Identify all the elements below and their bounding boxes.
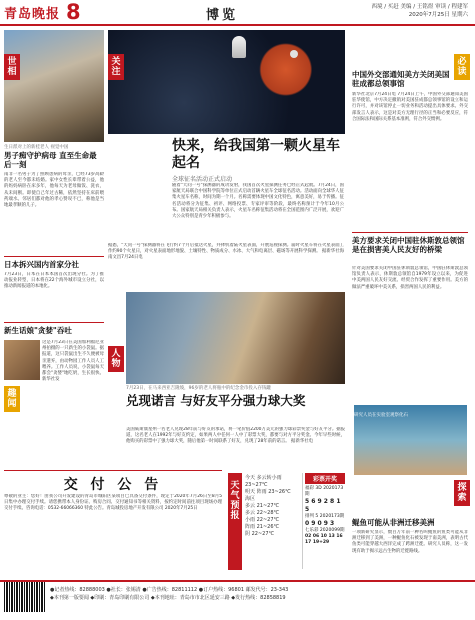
lottery-numbers: 5 6 9 2 8 1 5	[305, 498, 341, 513]
classifieds-body: 尊敬的业主：您好！由我公司开发建设的青岛市城阳区某项目已具备交付条件，现定于2020年7月26日至8月5日集中办理交付手续。请您携带本人身份证、购房合同、交付通知书等相关资料，按约定时间前往项目现场办理交付手续。咨询电话：0532-66066360 特此公告。青岛城投房地产开发有限公司 2020年7月25日	[4, 494, 222, 512]
weather-tomorrow: 阵雨 23~26℃	[256, 489, 291, 495]
tag-bidu: 必读	[454, 54, 470, 80]
page-number: 8	[66, 0, 81, 24]
article-headline-japan: 日本拆兴国内首家分社	[4, 260, 79, 269]
footer-info	[50, 586, 470, 602]
main-headline: 快来，给我国第一颗火星车起名	[172, 138, 340, 171]
weather-row: 阴 22~27℃	[245, 531, 275, 537]
right-body-3: 一项新研究显示，数百万年前一种名叫鲲鱼的鱼类可能从非洲迁移到了美洲，一种鲲鱼化石被发现于南美洲，表明古代鱼类可能穿越大西洋完成了跨洲迁徙。研究人员称，这一发现有助于揭示远古生物的迁徙路线。	[352, 530, 468, 554]
main-article-body: 随着"天问一号"探测器的成功发射，我国首次火星探测任务已经正式起航。7月24日，国家航天局联合中国科学院等单位正式启动首辆火星车全球征名活动。活动面向全球华人征集火星车名称，时间为期一个月。名称需要体现中国文化特色，寓意美好，易于传播。征名活动将分为征集、初评、网络投票、专家评审等阶段，最终名称预计于今年10月公布。国家航天局相关负责人表示，火星车名称征集活动将在全国范围内广泛开展，欢迎广大公众特别是青少年积极参与。	[172, 183, 344, 220]
weather-row: 多云 22~28℃	[245, 510, 280, 516]
lottery-numbers: 0 9 0 9 3	[305, 520, 335, 527]
right-headline-3: 鲲鱼可能从非洲迁移美洲	[352, 518, 435, 527]
newspaper-logo: 青岛晚报	[4, 7, 61, 22]
article-headline-son: 男子痴守护病母 直至生命最后一刻	[4, 151, 97, 169]
weather-tab: 天气预报	[228, 473, 242, 570]
lottery-headline: 兑现诺言 与好友平分强力球大奖	[126, 393, 306, 408]
right-body-2: 针对美国要求关闭中国驻休斯敦总领馆，中国驻休斯敦总领馆负责人表示，休斯敦总领馆自1979年设立以来，为促进中美两国人民友好交流、经贸合作发挥了重要作用。美方的做法严重破坏中美关系，损害两国人民的利益。	[352, 266, 468, 290]
section-title: 博览	[206, 8, 239, 23]
right-headline-1: 中国外交部通知美方关闭美国驻成都总领事馆	[352, 70, 450, 88]
photo-caption: 7月23日，在马来西亚吉隆坡，96岁的老人将瓶中的纪念金币投入存钱罐	[126, 386, 271, 391]
lottery-numbers: 02 06 10 13 16 17 19+29	[305, 534, 343, 545]
mars-rover-illustration	[108, 30, 345, 134]
rocket-graphic	[232, 36, 246, 58]
tag-tansuo: 探索	[454, 480, 470, 506]
header-credits	[328, 3, 468, 19]
weather-row: 小雨 22~27℃	[245, 517, 280, 523]
right-body-1: 新华社北京7月24日电 7月24日上午，中国外交部通知美国驻华使馆，中方决定撤销对美国驻成都总领事馆的设立和运行许可，并对该馆停止一切业务和活动提出具体要求。外交部发言人表示，这是对美方无理行径的正当和必要反应，符合国际法和国际关系基本准则，符合外交惯例。	[352, 92, 468, 122]
lottery-issue: 排列 5 2020173期	[305, 514, 345, 519]
elderly-man-photo	[4, 30, 104, 142]
divider	[4, 470, 222, 471]
lottery-box	[302, 473, 345, 569]
tag-guanzhu: 关注	[108, 54, 124, 80]
footer-line: ●记者热线：82888003 ●社长：张锡清 ●广告热线：82811112 ●订户热线：96801 邮发代号：23-343	[50, 587, 289, 593]
divider	[352, 232, 468, 233]
right-headline-2: 美方要求关闭中国驻休斯敦总领馆是在损害美人民友好的桥梁	[352, 236, 465, 254]
article-body-son: 南非一名男子为了照顾患病的母亲，已经73岁高龄的老人至今都未结婚。家中女性长辈带着公益，他的妈妈病卧在床多年，他每天为老母做饭、洗衣，从未间断。即使自己年过古稀，依然坚持在床前喂药端水。邻居们都对他的孝心赞叹不已，称他是当地最孝顺的儿子。	[4, 172, 104, 209]
weather-row: 阵雨 21~26℃	[245, 524, 280, 530]
lottery-issue: 七乐彩 2020099期	[305, 528, 345, 533]
weather-row: 多云 21~27℃	[245, 503, 280, 509]
header-date: 2020年7月25日 星期六	[408, 12, 468, 18]
weather-today-label: 今天	[245, 475, 256, 481]
divider	[4, 322, 104, 323]
moon-graphic	[290, 50, 298, 58]
weather-box	[245, 475, 301, 538]
article-headline-kangaroo: 新生话娘"贪婪"吞吐	[4, 326, 72, 335]
lottery-issue: 福彩 3D 2020173期	[305, 486, 344, 497]
photo-caption: 研究人员在实验室观察化石	[354, 413, 408, 418]
lottery-article-body: 美国威斯康星州一名老人兑现28年前与好友的承诺，将一笔价值2200万美元的强力球彩票奖金与好友平分。据报道，这名老人在1992年与好友约定，如果两人中任何一人中了彩票大奖，都要与对方平分奖金。今年早些时候，他购买的彩票中了强力球大奖，随后他第一时间联系了好友，兑现了28年前的诺言。 据新华社电	[126, 427, 345, 445]
photo-caption: 生日派对上的新桂老人 视觉中国	[4, 145, 69, 150]
main-article-body-2: 据悉，"天问一号"探测器将在飞行约7个月后抵达火星，并择机着陆火星表面，开展巡视探测。届时火星车将在火星表面工作约90个火星日，对火星表面地形地貌、土壤特性、物质成分、水冰、大气和电离层、磁场等开展科学探测。 据新华社海南文昌7月24日电	[108, 243, 344, 261]
barcode	[4, 582, 46, 612]
weather-sea-label: 海区	[245, 496, 256, 502]
lottery-tab: 彩票开奖	[305, 473, 345, 484]
tag-shijie: 世相	[4, 54, 20, 80]
footer-line: ◆本刊第一版要闻 ◆印刷：青岛印刷有限公司 ◆本刊地址：青岛市市北区延安三路 ◆发行热线：82858819	[50, 595, 286, 601]
main-subheadline: 全球征名活动正式启动	[172, 176, 233, 183]
lottery-winners-photo	[126, 292, 345, 384]
header-credits-line1: 西境 / 买赶 美编 / 王铭煜 审读 / 程建军	[371, 4, 468, 10]
classifieds-title: 交 付 公 告	[63, 477, 163, 493]
tag-quwen: 趣闻	[4, 386, 20, 412]
weather-tomorrow-label: 明天	[245, 489, 256, 495]
tag-renwu: 人物	[108, 346, 124, 372]
divider	[4, 256, 104, 257]
article-body-kangaroo: 这是7月23日在美国加利福尼亚州拍摄的一只新生的小袋鼠。据报道，这只袋鼠出生不久便被母亲遗弃，由动物园工作人员人工喂养。工作人员说，小袋鼠每天都会"贪婪"地吃奶，生长很快。 新华社发	[42, 340, 104, 383]
article-body-japan: 7月23日，日本在日本本国首次出现分社。为了推动报业转型，日本将在22个海外城市设立分社，以推动新闻报道的本地化。	[4, 272, 104, 290]
weather-today: 多云转小雨 23~27℃	[245, 475, 282, 488]
